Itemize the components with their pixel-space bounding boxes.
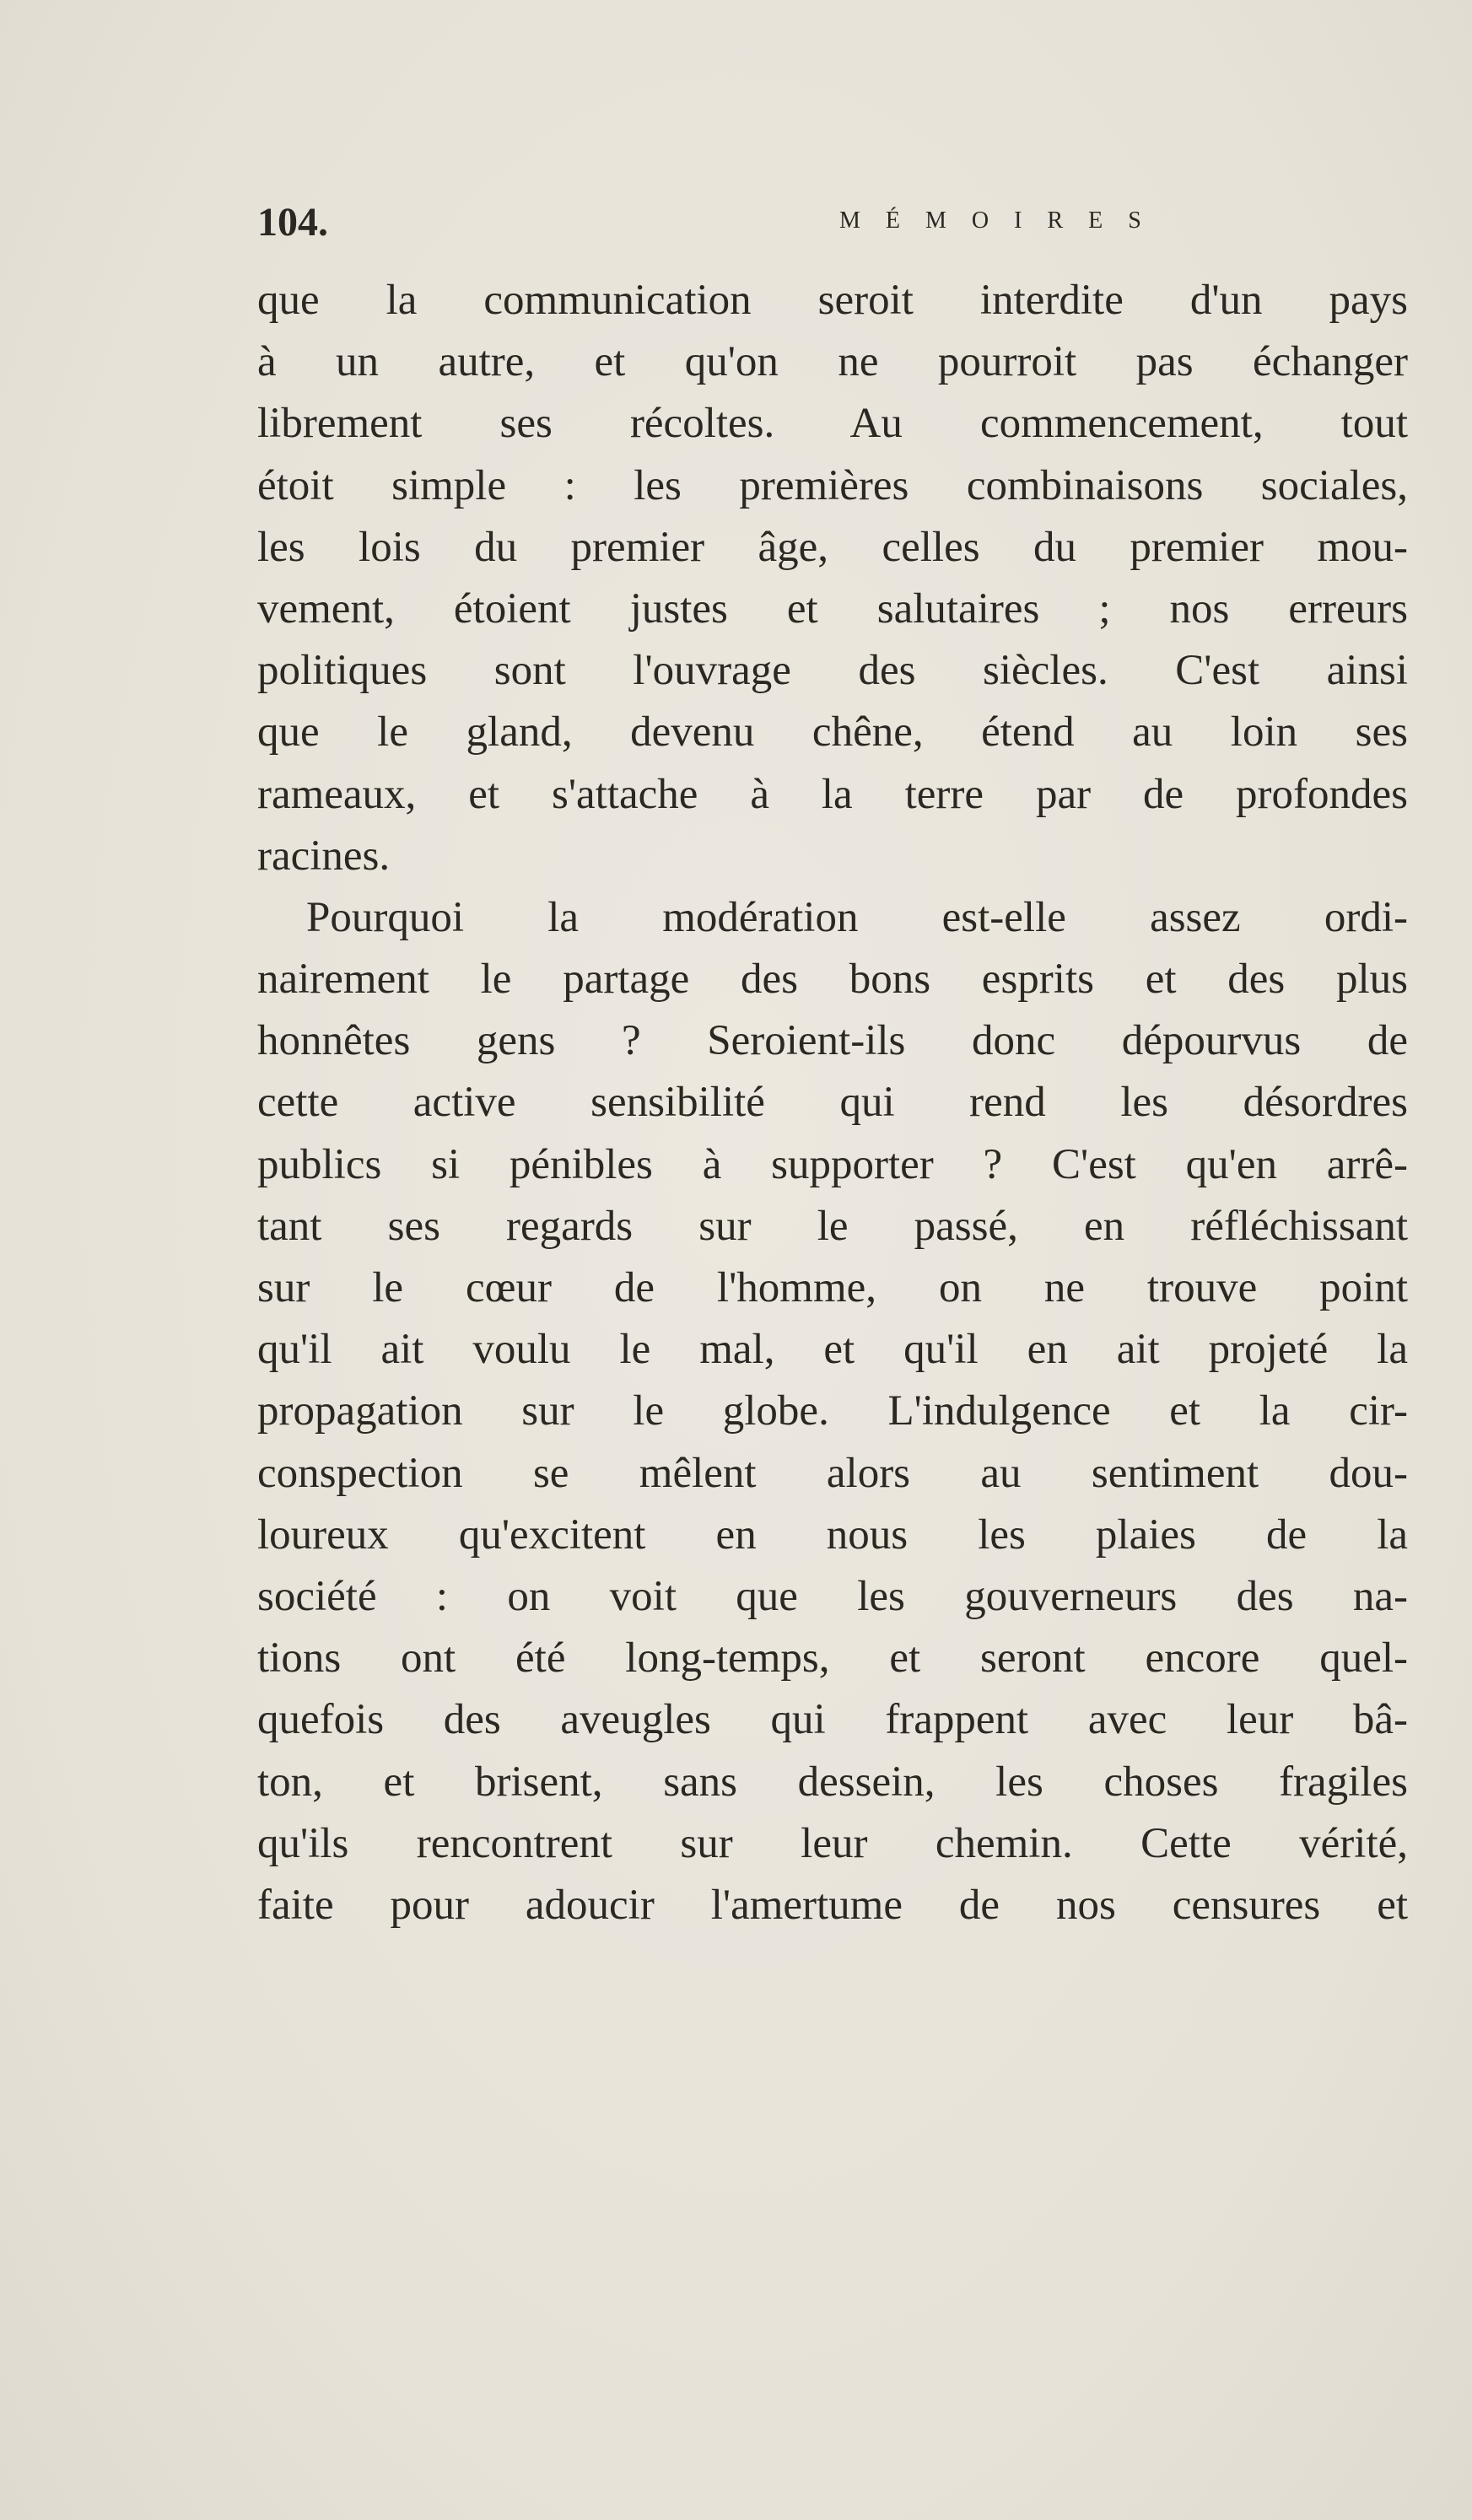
text-line-content: librement ses récoltes. Au commencement, tout bbox=[257, 400, 1408, 448]
text-line-content: conspection se mêlent alors au sentiment dou- bbox=[257, 1449, 1408, 1497]
text-line-content: faite pour adoucir l'amertume de nos censures et bbox=[257, 1881, 1408, 1929]
text-line bbox=[257, 1566, 1408, 1628]
text-line-content: qu'il ait voulu le mal, et qu'il en ait projeté la bbox=[257, 1326, 1408, 1374]
text-line bbox=[257, 1381, 1408, 1442]
text-line-content: tions ont été long-temps, et seront encore quel- bbox=[257, 1634, 1408, 1683]
text-line-content: Pourquoi la modération est-elle assez ordi- bbox=[306, 893, 1408, 941]
text-line bbox=[257, 887, 1408, 949]
text-line-content: à un autre, et qu'on ne pourroit pas échanger bbox=[257, 338, 1408, 386]
text-line-content: étoit simple : les premières combinaisons sociales, bbox=[257, 461, 1408, 509]
text-line bbox=[257, 270, 1408, 331]
text-line bbox=[257, 949, 1408, 1010]
text-line bbox=[257, 1072, 1408, 1133]
text-line-content: les lois du premier âge, celles du premier mou- bbox=[257, 523, 1408, 571]
text-line-content: loureux qu'excitent en nous les plaies de la bbox=[257, 1510, 1408, 1559]
text-line-content: sur le cœur de l'homme, on ne trouve point bbox=[257, 1264, 1408, 1311]
text-line-content: ton, et brisent, sans dessein, les choses fragiles bbox=[257, 1758, 1408, 1806]
text-line-content: que le gland, devenu chêne, étend au loin ses bbox=[257, 708, 1408, 757]
text-line-content: que la communication seroit interdite d'un pays bbox=[257, 277, 1408, 324]
text-line-content: propagation sur le globe. L'indulgence et la cir- bbox=[257, 1387, 1408, 1435]
text-line-content: vement, étoient justes et salutaires ; nos erreurs bbox=[257, 584, 1408, 633]
running-title: MÉMOIRES bbox=[839, 207, 1167, 234]
text-line-content: politiques sont l'ouvrage des siècles. C'est ainsi bbox=[257, 647, 1408, 695]
text-line bbox=[257, 1319, 1408, 1381]
text-line-content: rameaux, et s'attache à la terre par de profondes bbox=[257, 770, 1408, 818]
text-line bbox=[257, 702, 1408, 763]
text-line-content: nairement le partage des bons esprits et des plus bbox=[257, 956, 1408, 1004]
text-line-content: quefois des aveugles qui frappent avec leur bâ- bbox=[257, 1696, 1408, 1744]
page-number: 104. bbox=[257, 200, 328, 245]
text-line bbox=[257, 1443, 1408, 1505]
text-line-content: cette active sensibilité qui rend les désordres bbox=[257, 1079, 1408, 1127]
text-line-content: honnêtes gens ? Seroient-ils donc dépourvus de bbox=[257, 1017, 1408, 1065]
text-line bbox=[257, 1689, 1408, 1751]
text-line bbox=[257, 579, 1408, 640]
text-line bbox=[257, 826, 1408, 887]
text-line-content: publics si pénibles à supporter ? C'est qu'en arrê- bbox=[257, 1140, 1408, 1188]
text-line-content: tant ses regards sur le passé, en réfléchissant bbox=[257, 1202, 1408, 1250]
text-line-content: qu'ils rencontrent sur leur chemin. Cette vérité, bbox=[257, 1819, 1408, 1867]
text-line bbox=[257, 455, 1408, 517]
text-line bbox=[257, 1196, 1408, 1257]
body-text bbox=[257, 270, 1408, 1936]
text-line bbox=[257, 393, 1408, 455]
text-line bbox=[257, 1875, 1408, 1936]
text-line-content: société : on voit que les gouverneurs des na- bbox=[257, 1572, 1408, 1620]
text-line-content: racines. bbox=[257, 832, 391, 880]
text-line bbox=[257, 1505, 1408, 1566]
text-line bbox=[257, 1134, 1408, 1196]
text-line bbox=[257, 1813, 1408, 1875]
text-line bbox=[257, 1752, 1408, 1813]
text-line bbox=[257, 1257, 1408, 1319]
text-line bbox=[257, 517, 1408, 579]
text-line bbox=[257, 1628, 1408, 1689]
text-line bbox=[257, 1010, 1408, 1072]
text-line bbox=[257, 331, 1408, 393]
text-line bbox=[257, 764, 1408, 826]
text-line bbox=[257, 640, 1408, 702]
page-header bbox=[257, 196, 1408, 246]
